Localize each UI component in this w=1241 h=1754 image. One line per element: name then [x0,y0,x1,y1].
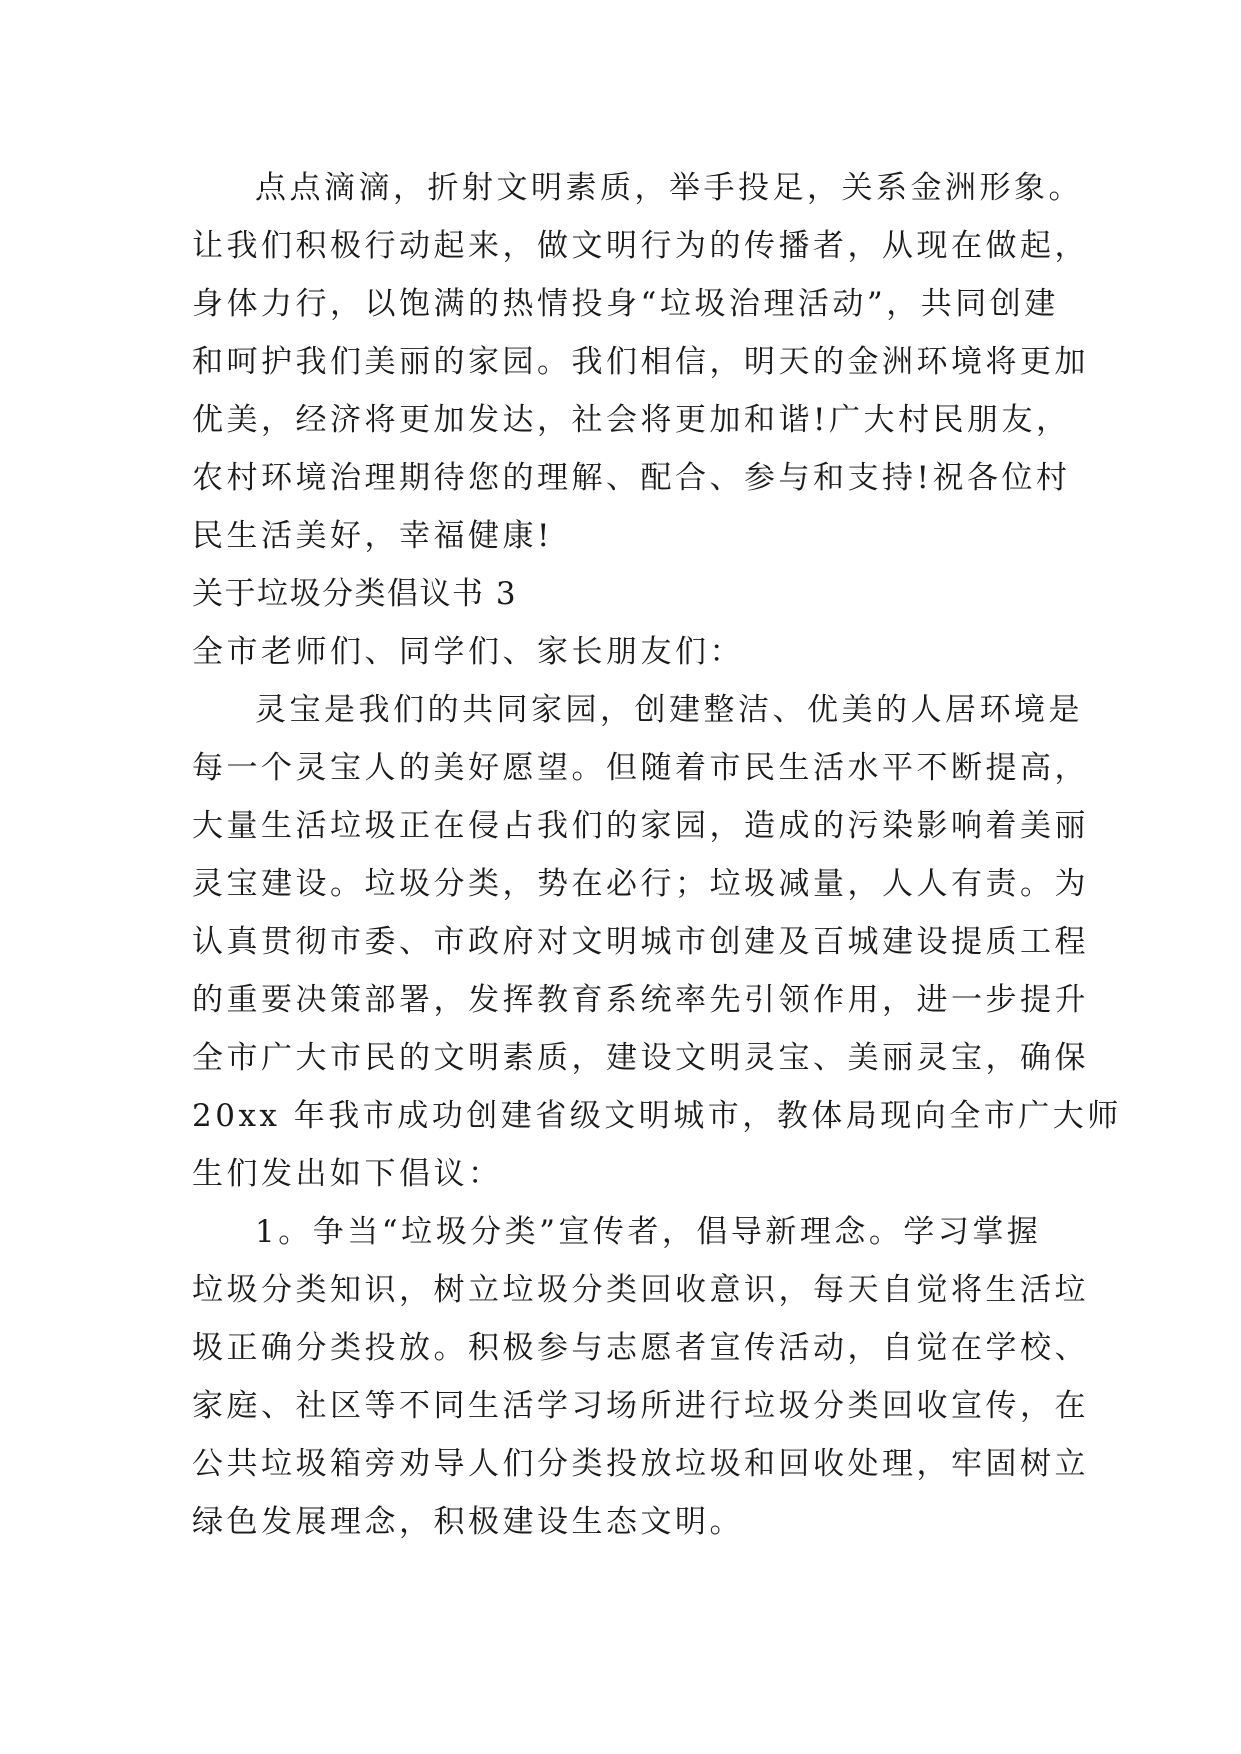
text-line: 垃圾分类知识，树立垃圾分类回收意识，每天自觉将生活垃 [192,1272,1089,1308]
text-line: 20xx 年我市成功创建省级文明城市，教体局现向全市广大师 [192,1098,1122,1134]
text-line: 生们发出如下倡议： [192,1156,503,1192]
text-line: 家庭、社区等不同生活学习场所进行垃圾分类回收宣传，在 [192,1388,1089,1424]
text-line: 优美，经济将更加发达，社会将更加和谐!广大村民朋友， [192,402,1071,438]
text-line: 认真贯彻市委、市政府对文明城市创建及百城建设提质工程 [192,924,1089,960]
text-line: 让我们积极行动起来，做文明行为的传播者，从现在做起， [192,228,1089,264]
text-line: 点点滴滴，折射文明素质，举手投足，关系金洲形象。 [255,170,1083,206]
text-line: 灵宝是我们的共同家园，创建整洁、优美的人居环境是 [255,692,1083,728]
text-line: 灵宝建设。垃圾分类，势在必行；垃圾减量，人人有责。为 [192,866,1089,902]
text-line: 全市广大市民的文明素质，建设文明灵宝、美丽灵宝，确保 [192,1040,1089,1076]
text-line: 公共垃圾箱旁劝导人们分类投放垃圾和回收处理，牢固树立 [192,1446,1089,1482]
text-line: 绿色发展理念，积极建设生态文明。 [192,1504,744,1540]
salutation: 全市老师们、同学们、家长朋友们： [192,634,744,670]
text-line: 和呵护我们美丽的家园。我们相信，明天的金洲环境将更加 [192,344,1089,380]
text-line: 农村环境治理期待您的理解、配合、参与和支持!祝各位村 [192,460,1071,496]
text-line: 民生活美好，幸福健康! [192,518,553,554]
text-line: 1。争当“垃圾分类”宣传者，倡导新理念。学习掌握 [255,1214,1042,1250]
text-line: 身体力行，以饱满的热情投身“垃圾治理活动”，共同创建 [192,286,1059,322]
section-heading: 关于垃圾分类倡议书 3 [192,576,518,612]
text-line: 每一个灵宝人的美好愿望。但随着市民生活水平不断提高， [192,750,1089,786]
text-line: 圾正确分类投放。积极参与志愿者宣传活动，自觉在学校、 [192,1330,1089,1366]
text-line: 的重要决策部署，发挥教育系统率先引领作用，进一步提升 [192,982,1089,1018]
text-line: 大量生活垃圾正在侵占我们的家园，造成的污染影响着美丽 [192,808,1089,844]
